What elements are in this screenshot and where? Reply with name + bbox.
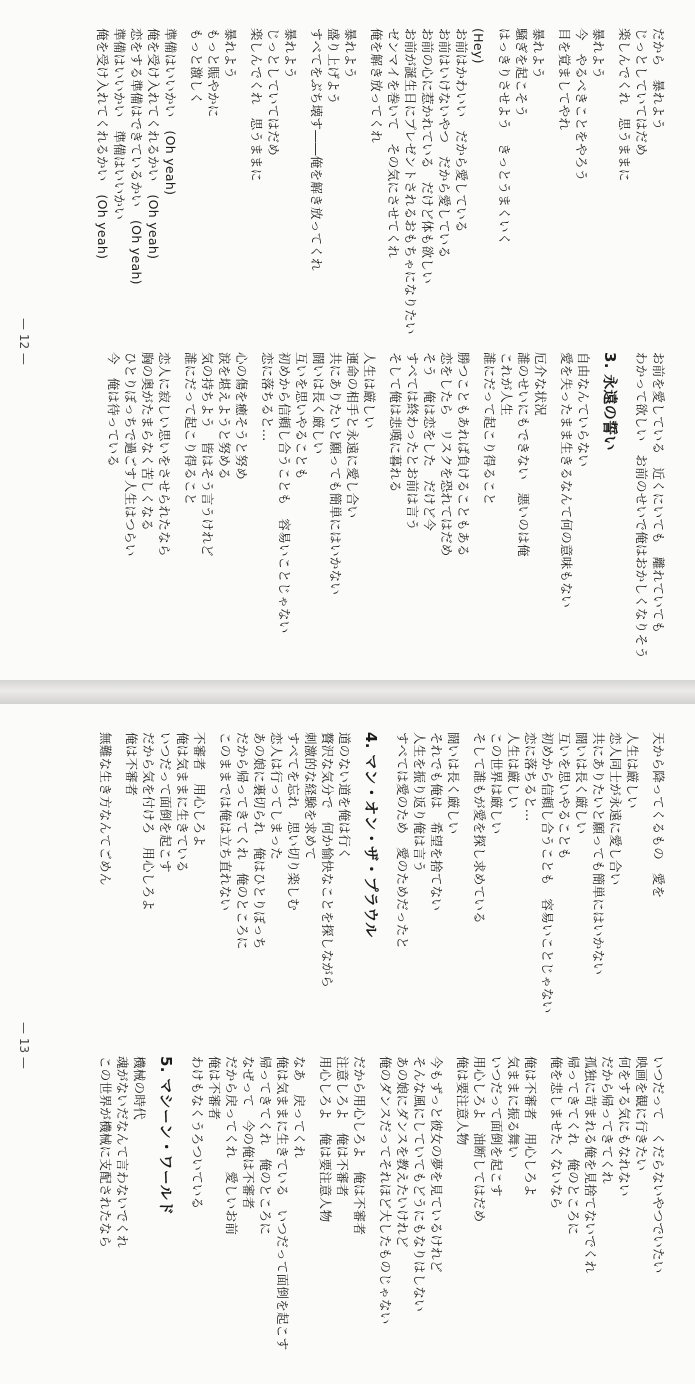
lyric-line: 互いを思いやることも [294,352,309,481]
lyric-line: だから戻ってくれ 愛しいお前 [224,1056,239,1236]
lyric-line: 俺は不審者 用心しろよ [523,1056,538,1197]
lyric-line: この世界は厳しい [489,732,504,835]
lyric-line: 今もずっと彼女の夢を見ているけれど [429,1056,444,1273]
lyric-line: 恋をする準備はできているかい (Oh yeah) [129,28,144,285]
lyric-line: なあ 戻ってくれ [292,1056,307,1159]
lyric-line: 機械の時代 [132,1056,147,1121]
lyric-line: 俺を解き放ってくれ [369,28,384,144]
lyric-line: 暴れよう [283,28,298,80]
lyric-line: (Hey) [471,28,486,64]
lyric-line: わかって欲しい お前のせいで俺はおかしくなりそう [634,352,649,660]
lyric-line: だから用心しろよ 俺は不審者 [352,1056,367,1236]
lyric-line: 今 俺は待っている [106,352,121,468]
lyric-line: 不審者 用心しろよ [192,732,207,848]
lyric-line: 騒ぎを起こそう [514,28,529,118]
stanza-gap [487,28,496,333]
lyric-line: お前の心に惹かれている だけど体も欲しい [420,28,435,285]
page-13-rotated-content [0,704,695,1384]
lyric-line: 自由なんていらない [576,352,591,468]
lyric-line: 天から降ってくるもの 愛を [651,732,666,899]
stanza-gap [308,1056,317,1361]
lyric-line: 厄介な状況 [533,352,548,417]
lyric-line: じっとしていてはだめ [634,28,649,157]
lyric-line: 涙を堪えようと努める [217,352,232,481]
lyric-line: 刺激的な経験を求めて [303,732,318,861]
lyric-line: はっきりさせよう きっとうまくいく [497,28,512,246]
lyric-line: 誰にだって起こり得ること [183,352,198,506]
lyric-line: お前はかわいい だから愛している [454,28,469,233]
lyric-line: 共にありたいと願っても簡単にはいかない [591,732,606,976]
stanza-gap [114,732,123,1037]
stanza-gap [547,28,556,333]
lyric-line: 俺は気ままに生きている いつだって面倒を起こす [275,1056,290,1351]
lyric-line: 人生は厳しい [625,732,640,809]
lyric-line: 誰のせいにもできない 悪いのは俺 [516,352,531,557]
lyric-line: そんな風にしていてもどうにもなりはしない [412,1056,427,1313]
lyric-line: ゼンマイを巻いて その気にさせてくれ [386,28,401,259]
lyric-line: あの娘にダンスを教えたいけれど [395,1056,410,1248]
lyric-line: お前を愛している 近くにいても 離れていても [651,352,666,634]
lyric-line: 暴れよう [591,28,606,80]
lyric-line: 準備はいいかい 準備はいいかい [112,28,127,221]
stanza-gap [549,352,558,657]
lyric-line: そして俺は悲嘆に暮れる [388,352,403,493]
lyric-line: 闘いは長く厳しい [446,732,461,835]
stanza-gap [607,28,616,333]
lyric-line: 愛を失ったまま生きるなんて何の意味もない [559,352,574,609]
lyric-line: じっとしていてはだめ [266,28,281,157]
lyric-line: 初めから信頼し合うことも 容易いことじゃない [277,352,292,634]
lyric-line: 運命の相手と永遠に愛し合い [345,352,360,519]
lyric-line: 注意しろよ 俺は不審者 [335,1056,350,1197]
lyric-line: 恋に落ちると… [260,352,275,442]
lyric-line: 魂がないだなんて言わないでくれ [115,1056,130,1249]
lyric-line: 初めから信頼し合うことも 容易いことじゃない [540,732,555,1014]
lyric-line: すべては終わったとお前は言う [405,352,420,531]
lyric-line: そして誰もが愛を探し求めている [472,732,487,925]
lyric-line: わけもなくうろついている [190,1056,205,1210]
lyric-line: いつだって面倒を起こす [489,1056,504,1197]
lyric-line: 勝つこともあれば負けることもある [456,352,471,557]
lyric-line: 無難な生き方なんてごめん [98,732,113,886]
lyric-line: 用心しろよ 油断してはだめ [472,1056,487,1223]
lyric-line: このままでは俺は立ち直れない [218,732,233,912]
lyric-line: 盛り上げよう [326,28,341,105]
song-title: 3. 永遠の誓い [601,352,619,451]
lyric-line: 俺は不審者 [124,732,139,797]
lyric-line: 贅沢な気分で 何か愉快なことを探しながら [320,732,335,989]
stanza-gap [239,28,248,333]
lyric-line: 目を覚ましてやれ [557,28,572,131]
lyric-line: お前はいけないやつ だから愛している [437,28,452,259]
lyric-line: 暴れよう [343,28,358,80]
lyric-line: 暴れよう [531,28,546,80]
page-number: — 12 — [17,318,31,365]
lyric-line: すべてをぶち壊す――俺を解き放ってくれ [309,28,324,271]
lyric-line: 人生を振り返り俺は言う [412,732,427,873]
stanza-gap [378,352,387,657]
lyric-line: 道のない道を俺は行く [337,732,352,861]
lyric-line: あの娘に裏切られ 俺はひとりぼっち [252,732,267,950]
lyric-line: これが人生 [499,352,514,417]
lyric-line: 楽しんでくれ 思うままに [249,28,264,182]
lyric-line: 人生は厳しい [506,732,521,809]
page-number: — 13 — [17,1022,31,1069]
lyric-line: 楽しんでくれ 思うままに [617,28,632,182]
lyric-line: 人生は厳しい [362,352,377,429]
lyric-line: 互いを思いやることも [557,732,572,861]
lyric-line: お前が誕生日にプレゼントされるおもちゃになりたい [403,28,418,335]
stanza-gap [385,732,394,1037]
lyric-line: 気の持ちよう 皆はそう言うけれど [200,352,215,557]
lyric-line: 気ままに振る舞い [506,1056,521,1159]
lyric-line: だから 暴れよう [651,28,666,131]
lyric-line: 用心しろよ 俺は要注意人物 [318,1056,333,1223]
lyric-line: いつだって くだらないやつでいたい [651,1056,666,1274]
lyric-line: 恋人に寂しい思いをさせられたなら [157,352,172,557]
stanza-gap [445,1056,454,1361]
lyric-line: 準備はいいかい (Oh yeah) [163,28,178,196]
lyric-line: 俺を受け入れてくれるかい (Oh yeah) [146,28,161,260]
lyric-line: 映画を観に行きたい [634,1056,649,1172]
binding-fold [0,680,695,704]
stanza-gap [472,352,481,657]
page-12-rotated-content [0,0,695,680]
lyric-line: すべては愛のため 愛のためだったと [395,732,410,950]
lyric-line: 俺は不審者 [207,1056,222,1121]
stanza-gap [173,352,182,657]
stanza-gap [299,28,308,333]
lyric-line: 恋人同士が永遠に愛し合い [608,732,623,886]
lyric-line: 俺は気ままに生きている [175,732,190,873]
lyric-line: 闘いは長く厳しい [311,352,326,455]
lyric-line: だから帰ってきてくれ 俺のところに [235,732,250,950]
stanza-gap [624,352,633,657]
lyric-line: 帰ってきてくれ 俺のところに [258,1056,273,1236]
lyric-line: そう 俺は恋をした だけど今 [422,352,437,532]
lyric-line: もっと激しく [189,28,204,105]
lyric-line: 俺を悲しませたくないなら [549,1056,564,1210]
page-13-right-column [97,1056,667,1361]
lyric-line: ひとりぼっちで過ごす人生はつらい [123,352,138,557]
lyric-line: 孤独に苛まれる俺を見捨てないでくれ [583,1056,598,1274]
lyric-line: 今 やるべきことをやろう [574,28,589,182]
page-12 [0,0,695,680]
lyric-line: 俺を受け入れてくれるかい (Oh yeah) [95,28,110,260]
lyric-line: すべてを忘れ 思い切り楽しむ [286,732,301,911]
stanza-gap [462,732,471,1037]
lyric-line: 闘いは長く厳しい [574,732,589,835]
stanza-gap [539,1056,548,1361]
lyric-line: なぜって 今の俺は不審者 [241,1056,256,1210]
lyric-line: もっと賑やかに [206,28,221,118]
lyric-line: それでも俺は 希望を捨てない [429,732,444,912]
stanza-gap [250,352,259,657]
stanza-gap [641,732,650,1037]
lyric-line: いつだって面倒を起こす [158,732,173,873]
song-title: 5. マシーン・ワールド [157,1056,175,1216]
page-13 [0,704,695,1384]
lyric-line: 恋をしたら リスクを恐れてはだめ [439,352,454,557]
lyric-line: 誰にだって起こり得ること [482,352,497,506]
lyric-line: 恋人は行ってしまった [269,732,284,861]
stanza-gap [179,28,188,333]
lyric-line: 俺は要注意人物 [455,1056,470,1146]
page-12-left-column [94,28,667,333]
lyric-line: だから帰ってきてくれ [600,1056,615,1185]
lyric-line: だから気を付けろ 用心しろよ [141,732,156,912]
lyric-line: 俺のダンスだってそれほど大したものじゃない [378,1056,393,1325]
lyric-line: 心の傷を癒そうと努め [234,352,249,481]
stanza-gap [359,28,368,333]
page-13-left-column [97,732,667,1037]
lyric-line: 暴れよう [223,28,238,80]
song-title: 4. マン・オン・ザ・プラウル [362,732,380,938]
page-12-right-column [105,352,667,660]
stanza-gap [208,732,217,1037]
lyric-line: 恋に落ちると… [523,732,538,822]
lyric-line: 胸の奥がたまらなく苦しくなる [140,352,155,532]
stanza-gap [180,1056,189,1361]
lyric-line: 共にありたいと願っても簡単にはいかない [328,352,343,596]
lyric-line: 何をする気にもなれない [617,1056,632,1197]
stanza-gap [368,1056,377,1361]
lyric-line: 帰ってきてくれ 俺のところに [566,1056,581,1236]
lyric-line: この世界が機械に支配されたなら [98,1056,113,1249]
